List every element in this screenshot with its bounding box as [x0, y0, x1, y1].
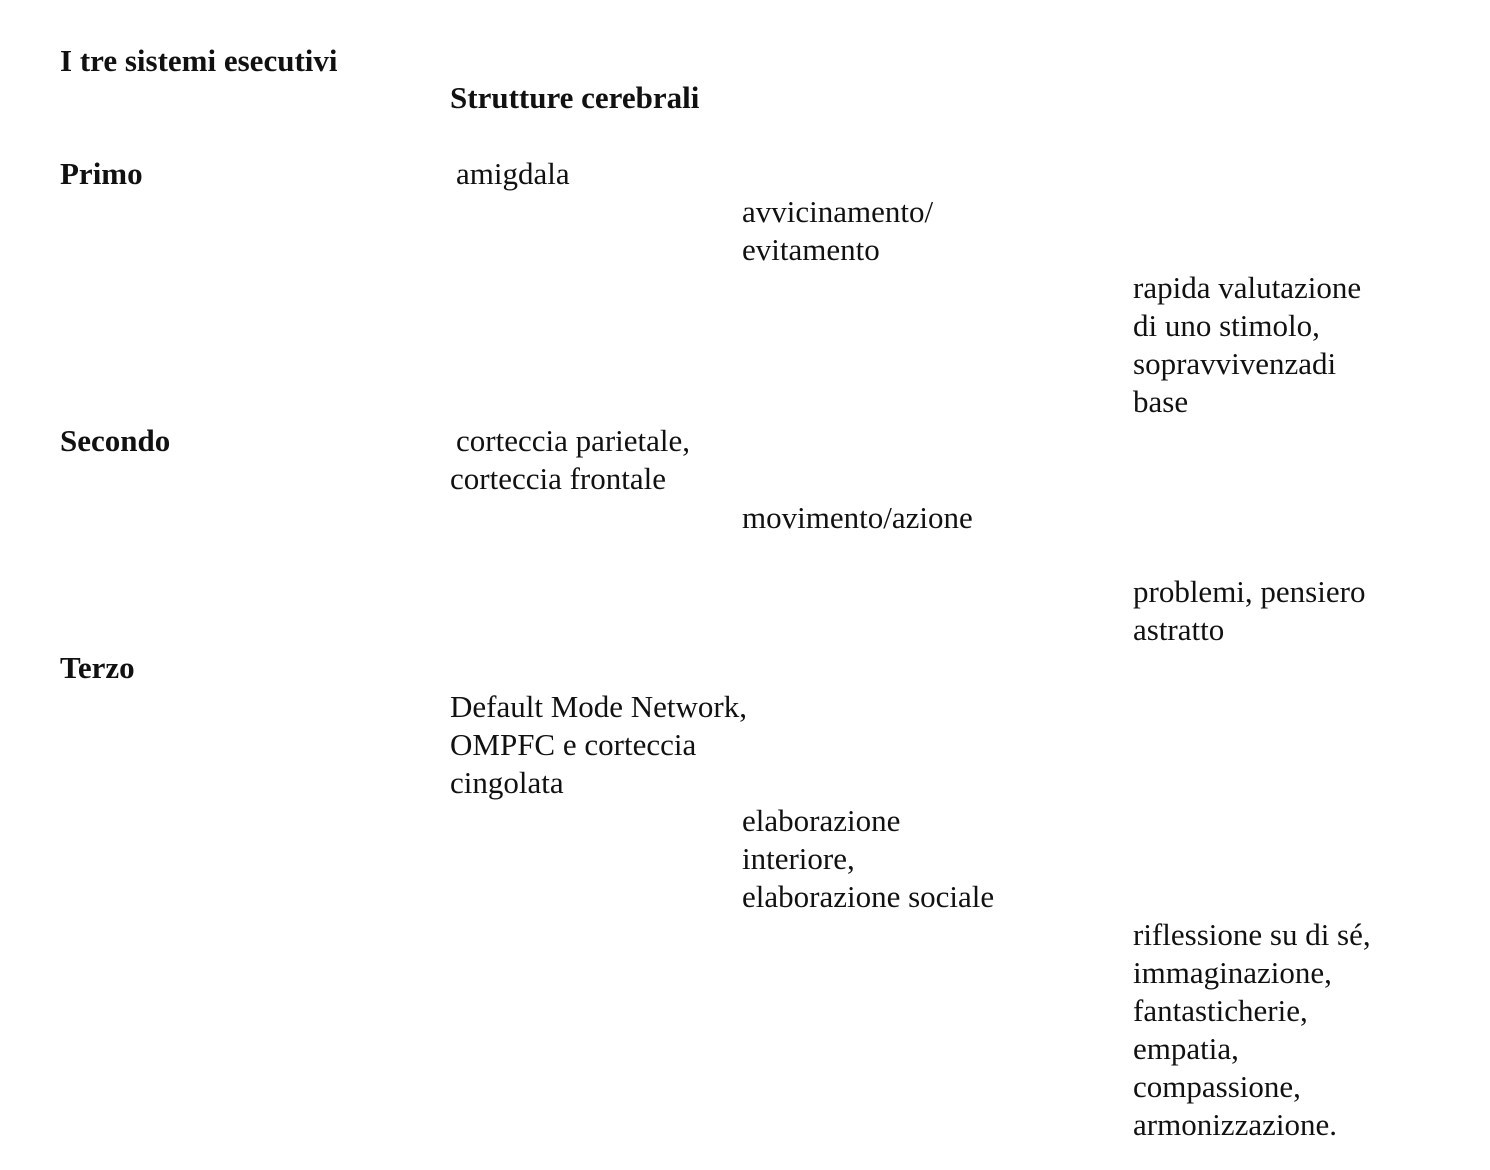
role-word: sopravvivenza	[1133, 346, 1313, 381]
structures-terzo	[450, 688, 747, 802]
role-secondo	[1133, 573, 1365, 649]
system-label-primo: Primo	[60, 156, 143, 191]
function-line: evitamento	[742, 232, 880, 267]
column-header-strutture: Strutture cerebrali	[450, 80, 700, 115]
document-title: I tre sistemi esecutivi	[60, 43, 338, 78]
role-line: di uno stimolo,	[1133, 308, 1320, 343]
role-terzo	[1133, 916, 1371, 1144]
structure-line: cingolata	[450, 765, 564, 800]
role-line: astratto	[1133, 612, 1225, 647]
function-line: elaborazione	[742, 803, 901, 838]
role-line: riflessione su di sé,	[1133, 917, 1371, 952]
role-line: immaginazione,	[1133, 955, 1332, 990]
role-line: armonizzazione.	[1133, 1107, 1337, 1142]
function-line: movimento/azione	[742, 500, 973, 535]
role-line: fantasticherie,	[1133, 993, 1308, 1028]
role-line: problemi, pensiero	[1133, 574, 1366, 609]
role-line: compassione,	[1133, 1069, 1301, 1104]
role-line: base	[1133, 384, 1189, 419]
function-primo	[742, 193, 933, 269]
role-line: empatia,	[1133, 1031, 1239, 1066]
function-line: elaborazione sociale	[742, 879, 995, 914]
role-line: rapida valutazione	[1133, 270, 1362, 305]
function-line: interiore,	[742, 841, 855, 876]
structures-primo	[456, 155, 570, 193]
function-secondo	[742, 499, 973, 537]
structure-line: amigdala	[456, 156, 570, 191]
function-terzo	[742, 802, 994, 916]
structures-secondo	[450, 422, 690, 498]
function-line: avvicinamento/	[742, 194, 934, 229]
structure-line: Default Mode Network,	[450, 689, 747, 724]
system-label-terzo: Terzo	[60, 650, 135, 685]
role-line-justified	[1133, 345, 1387, 383]
system-label-secondo: Secondo	[60, 423, 171, 458]
structure-line: corteccia frontale	[450, 461, 666, 496]
structure-line: OMPFC e corteccia	[450, 727, 697, 762]
role-word: di	[1312, 346, 1337, 381]
role-primo	[1133, 269, 1387, 421]
structure-line: corteccia parietale,	[456, 423, 691, 458]
